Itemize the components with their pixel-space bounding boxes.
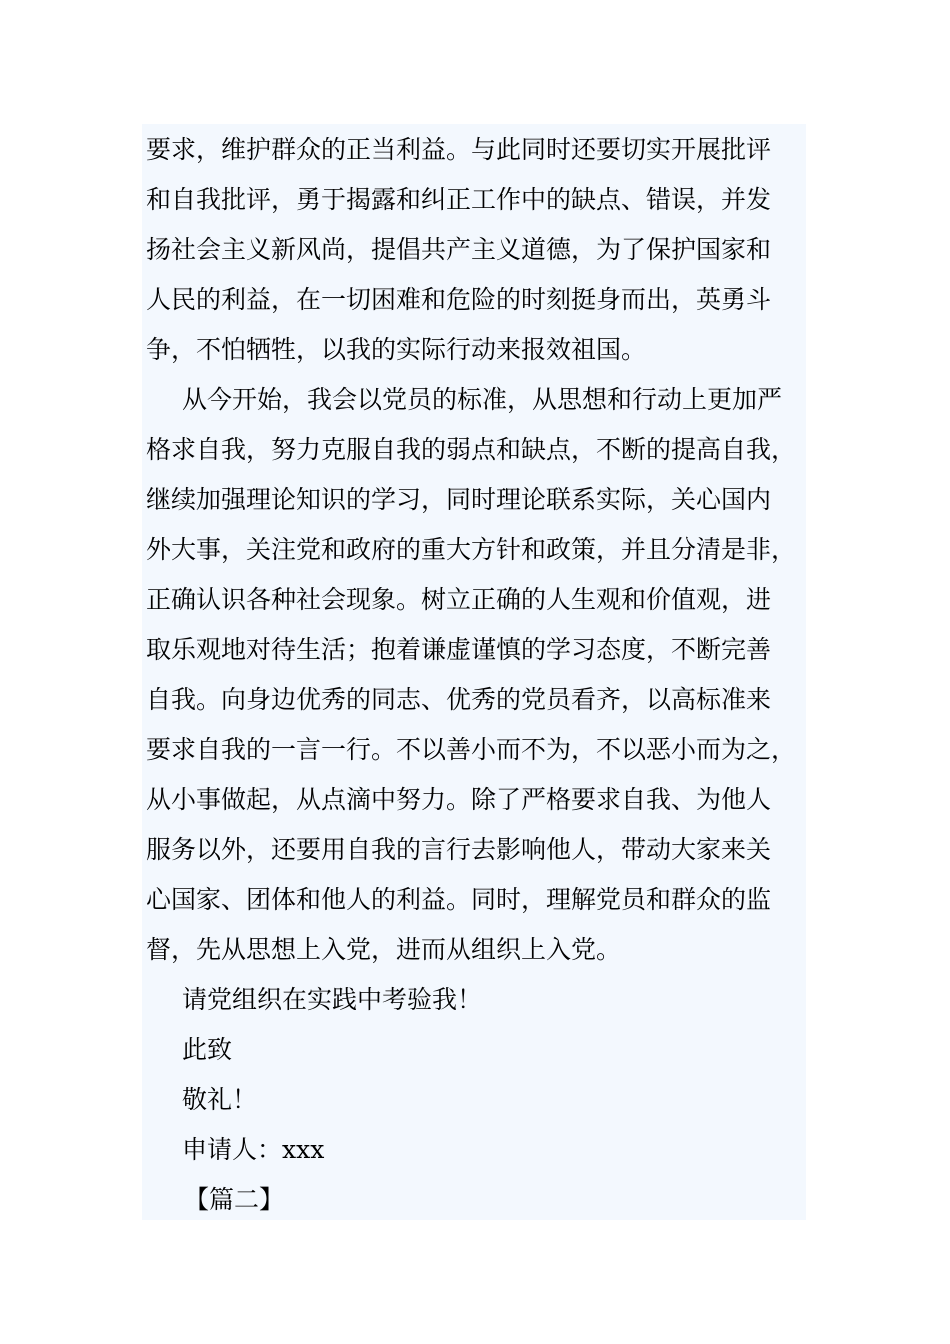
text-line: 取乐观地对待生活；抱着谦虚谨慎的学习态度，不断完善 (146, 635, 772, 664)
text-line: 继续加强理论知识的学习，同时理论联系实际，关心国内 (146, 485, 772, 514)
salutation-jingli: 敬礼！ (182, 1085, 258, 1114)
text-line: 要求，维护群众的正当利益。与此同时还要切实开展批评 (146, 135, 772, 164)
applicant-signature: 申请人：xxx (182, 1135, 325, 1164)
text-line: 格求自我，努力克服自我的弱点和缺点，不断的提高自我， (146, 435, 797, 464)
text-line: 服务以外，还要用自我的言行去影响他人，带动大家来关 (146, 835, 772, 864)
text-line: 心国家、团体和他人的利益。同时，理解党员和群众的监 (146, 885, 772, 914)
text-line: 扬社会主义新风尚，提倡共产主义道德，为了保护国家和 (146, 235, 772, 264)
closing-request: 请党组织在实践中考验我！ (182, 985, 483, 1014)
text-line: 从小事做起，从点滴中努力。除了严格要求自我、为他人 (146, 785, 772, 814)
salutation-cizhi: 此致 (182, 1035, 233, 1064)
text-line: 自我。向身边优秀的同志、优秀的党员看齐，以高标准来 (146, 685, 772, 714)
section-heading: 【篇二】 (184, 1185, 285, 1214)
text-line: 督，先从思想上入党，进而从组织上入党。 (146, 935, 622, 964)
text-line: 正确认识各种社会现象。树立正确的人生观和价值观，进 (146, 585, 772, 614)
text-line: 外大事，关注党和政府的重大方针和政策，并且分清是非， (146, 535, 797, 564)
paragraph-first-line: 从今开始，我会以党员的标准，从思想和行动上更加严 (182, 385, 783, 414)
text-line: 要求自我的一言一行。不以善小而不为，不以恶小而为之， (146, 735, 797, 764)
text-line: 争，不怕牺牲，以我的实际行动来报效祖国。 (146, 335, 647, 364)
text-line: 和自我批评，勇于揭露和纠正工作中的缺点、错误，并发 (146, 185, 772, 214)
text-line: 人民的利益，在一切困难和危险的时刻挺身而出，英勇斗 (146, 285, 772, 314)
document-text-block (142, 124, 806, 1220)
